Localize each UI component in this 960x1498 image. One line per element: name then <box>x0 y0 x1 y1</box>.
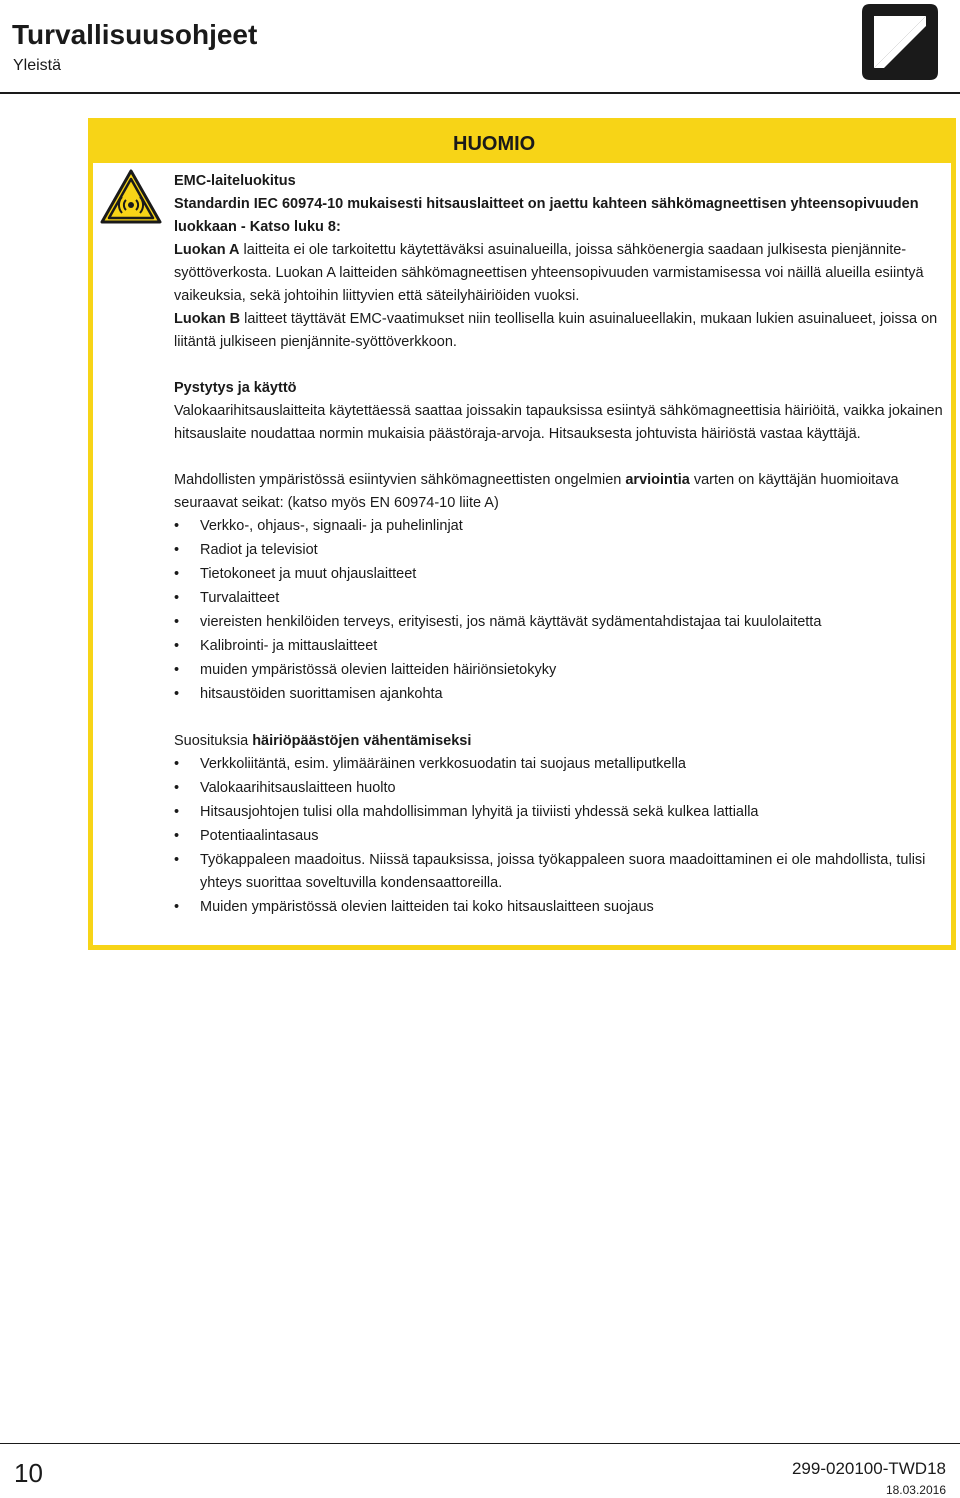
list-item: • Potentiaalintasaus <box>174 825 944 848</box>
list-item: • Kalibrointi- ja mittauslaitteet <box>174 635 944 658</box>
class-a-label: Luokan A <box>174 242 240 258</box>
list-item: • Turvalaitteet <box>174 587 944 610</box>
emc-section-title: EMC-laiteluokitus <box>174 173 296 189</box>
document-date: 18.03.2016 <box>885 1483 946 1497</box>
install-text: Valokaarihitsauslaitteita käytettäessä saattaa joissakin tapauksissa esiintyä sähkömagneettisia häiriöitä, vaikka jokainen hitsauslaite noudattaa normin mukaisia päästöraja-arvoja. Hitsauksesta johtuvista häiriöstä vastaa käyttäjä. <box>174 403 943 442</box>
assessment-list <box>174 515 944 706</box>
emc-standard-text: Standardin IEC 60974-10 mukaisesti hitsauslaitteet on jaettu kahteen sähkömagneettisen yhteensopivuuden luokkaan - Katso luku 8: <box>174 196 919 235</box>
class-b-paragraph <box>174 308 944 354</box>
reduction-intro: Suosituksia häiriöpäästöjen vähentämiseksi <box>174 733 472 749</box>
list-item: • Muiden ympäristössä olevien laitteiden tai koko hitsauslaitteen suojaus <box>174 896 944 919</box>
class-b-label: Luokan B <box>174 311 241 327</box>
list-item: • viereisten henkilöiden terveys, erityisesti, jos nämä käyttävät sydämentahdistajaa tai kuulolaitetta <box>174 611 944 634</box>
list-item: • hitsaustöiden suorittamisen ajankohta <box>174 683 944 706</box>
notice-heading: HUOMIO <box>453 133 536 155</box>
list-item: • Työkappaleen maadoitus. Niissä tapauksissa, joissa työkappaleen suora maadoittaminen ei ole mahdollista, tulisi yhteys suorittaa soveltuvilla kondensaattoreilla. <box>174 849 944 895</box>
document-code: 299-020100-TWD18 <box>791 1459 946 1478</box>
notice-header-band <box>93 123 951 163</box>
list-item: • Tietokoneet ja muut ohjauslaitteet <box>174 563 944 586</box>
list-item: • Verkkoliitäntä, esim. ylimääräinen verkkosuodatin tai suojaus metalliputkella <box>174 753 944 776</box>
reduction-list <box>174 753 944 919</box>
list-item: • Hitsausjohtojen tulisi olla mahdollisimman lyhyitä ja tiiviisti yhdessä sekä kulkea lattialla <box>174 801 944 824</box>
page-number: 10 <box>14 1458 43 1488</box>
install-section-title: Pystytys ja käyttö <box>174 380 297 396</box>
list-item: • Valokaarihitsauslaitteen huolto <box>174 777 944 800</box>
class-a-paragraph <box>174 239 944 308</box>
footer-divider <box>0 1443 960 1444</box>
assessment-intro: Mahdollisten ympäristössä esiintyvien sähkömagneettisten ongelmien arviointia varten on käyttäjän huomioitava seuraavat seikat: (katso myös EN 60974-10 liite A) <box>174 472 899 511</box>
page-title: Turvallisuusohjeet <box>12 19 258 50</box>
notice-box <box>88 118 956 950</box>
list-item: • Radiot ja televisiot <box>174 539 944 562</box>
class-b-text: laitteet täyttävät EMC-vaatimukset niin teollisella kuin asuinalueellakin, mukaan lukien asuinalueet, joissa on liitäntä julkiseen pienjännite-syöttöverkkoon. <box>174 311 938 350</box>
notice-content <box>174 170 944 920</box>
header-divider <box>0 92 960 94</box>
brand-logo-icon <box>860 2 940 82</box>
list-item: • muiden ympäristössä olevien laitteiden häiriönsietokyky <box>174 659 944 682</box>
list-item: • Verkko-, ohjaus-, signaali- ja puhelinlinjat <box>174 515 944 538</box>
class-a-text: laitteita ei ole tarkoitettu käytettäväksi asuinalueilla, joissa sähköenergia saadaan julkisesta pienjännite-syöttöverkosta. Luokan A laitteiden sähkömagneettisen yhteensopivuuden varmistamisessa voi näillä alueilla esiintyä vaikeuksia, sekä johtoihin liittyvien että säteilyhäiriöiden vuoksi. <box>174 242 924 304</box>
non-ionizing-radiation-warning-icon <box>100 169 162 225</box>
page-subtitle: Yleistä <box>13 57 62 74</box>
